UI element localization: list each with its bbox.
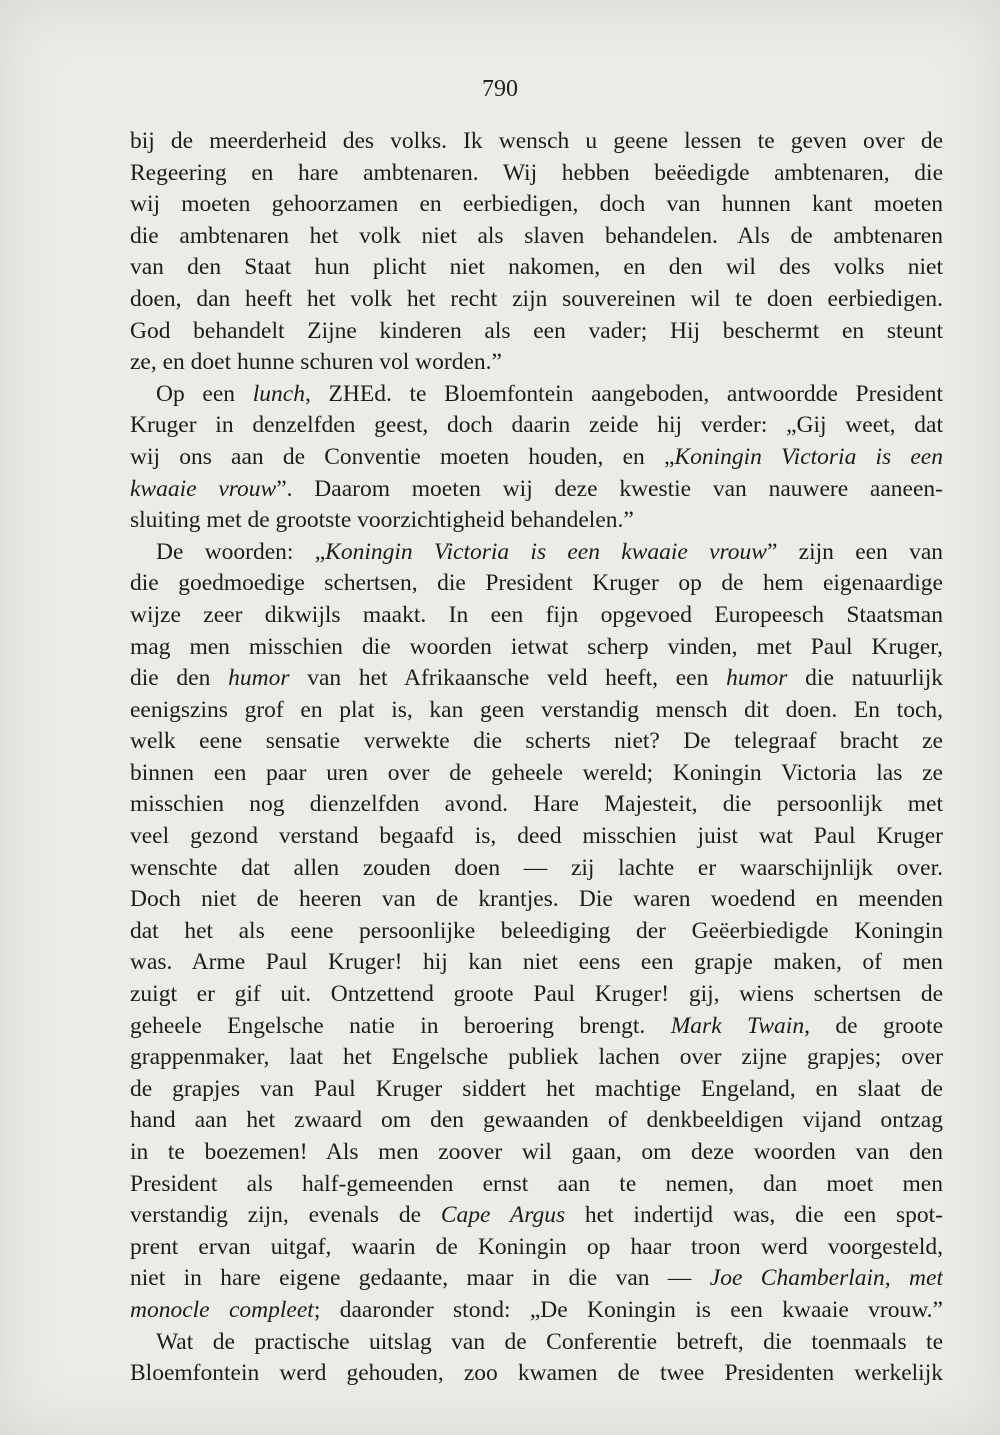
text-line: [130, 537, 943, 569]
text-line: [130, 1011, 943, 1043]
body-text: [130, 126, 943, 1390]
text-line: [130, 1200, 943, 1232]
text-line: wij moeten gehoorzamen en eerbiedigen, doch van hunnen kant moeten: [130, 191, 943, 218]
text-line: wenschte dat allen zouden doen — zij lachte er waarschijnlijk over.: [130, 854, 943, 881]
text-line: [130, 474, 943, 506]
text-segment: , de groote: [804, 1012, 943, 1039]
text-line: sluiting met de grootste voorzichtigheid behandelen.”: [130, 507, 634, 534]
text-line: welk eene sensatie verwekte die scherts niet? De telegraaf bracht ze: [130, 728, 943, 755]
text-line: prent ervan uitgaf, waarin de Koningin op haar troon werd voorgesteld,: [130, 1233, 943, 1260]
text-line: grappenmaker, laat het Engelsche publiek lachen over zijne grapjes; over: [130, 1044, 943, 1071]
text-line: die ambtenaren het volk niet als slaven behandelen. Als de ambtenaren: [130, 222, 943, 249]
page-number: 790: [482, 76, 518, 102]
text-line: bij de meerderheid des volks. Ik wensch u geene lessen te geven over de: [130, 128, 943, 154]
text-line: wijze zeer dikwijls maakt. In een fijn opgevoed Europeesch Staatsman: [130, 601, 943, 628]
text-line: [130, 379, 943, 411]
italic-text: humor: [726, 665, 788, 692]
text-line: mag men misschien die woorden ietwat scherp vinden, met Paul Kruger,: [130, 633, 943, 660]
text-line: dat het als eene persoonlijke beleediging der Geëerbiedigde Koningin: [130, 917, 943, 944]
text-line: Wat de practische uitslag van de Conferentie betreft, die toenmaals te: [156, 1328, 943, 1355]
text-line: misschien nog dienzelfden avond. Hare Majesteit, die persoonlijk met: [130, 791, 943, 818]
text-line: doen, dan heeft het volk het recht zijn souvereinen wil te doen eerbiedigen.: [130, 285, 943, 312]
italic-text: Koningin Victoria is een kwaaie vrouw: [325, 538, 767, 565]
text-line: eenigszins grof en plat is, kan geen verstandig mensch dit doen. En toch,: [130, 696, 943, 723]
text-line: God behandelt Zijne kinderen als een vader; Hij beschermt en steunt: [130, 317, 943, 344]
text-segment: , ZHEd. te Bloemfontein aangeboden, antwoordde President: [304, 380, 943, 407]
text-segment: niet in hare eigene gedaante, maar in die van —: [130, 1265, 710, 1292]
text-segment: wij ons aan de Conventie moeten houden, en „: [130, 443, 675, 470]
text-line: President als half-gemeenden ernst aan te nemen, dan moet men: [130, 1170, 943, 1197]
text-segment: Op een: [156, 380, 253, 407]
italic-text: Koningin Victoria is een: [674, 443, 943, 470]
text-line: die goedmoedige schertsen, die President Kruger op de hem eigenaardige: [130, 570, 943, 597]
text-segment: het indertijd was, die een spot-: [565, 1202, 943, 1229]
italic-text: monocle compleet: [130, 1296, 314, 1323]
text-line: in te boezemen! Als men zoover wil gaan, om deze woorden van den: [130, 1139, 943, 1165]
text-line: Regeering en hare ambtenaren. Wij hebben beëedigde ambtenaren, die: [130, 159, 943, 186]
text-segment: ; daaronder stond: „De Koningin is een kwaaie vrouw.”: [313, 1296, 943, 1323]
text-segment: De woorden: „: [156, 538, 326, 565]
text-line: [130, 663, 943, 695]
text-line: [130, 1295, 943, 1327]
italic-text: lunch: [252, 380, 305, 407]
italic-text: Joe Chamberlain, met: [709, 1265, 943, 1292]
text-line: [130, 442, 943, 474]
italic-text: Mark Twain: [670, 1012, 805, 1039]
text-segment: verstandig zijn, evenals de: [130, 1202, 441, 1229]
text-line: binnen een paar uren over de geheele wereld; Koningin Victoria las ze: [130, 759, 943, 786]
text-segment: van het Afrikaansche veld heeft, een: [289, 665, 727, 692]
text-line: ze, en doet hunne schuren vol worden.”: [130, 349, 502, 376]
italic-text: kwaaie vrouw: [130, 475, 277, 502]
text-line: zuigt er gif uit. Ontzettend groote Paul Kruger! gij, wiens schertsen de: [130, 981, 943, 1008]
italic-text: humor: [228, 665, 290, 692]
text-line: de grapjes van Paul Kruger siddert het machtige Engeland, en slaat de: [130, 1075, 943, 1102]
text-segment: ” zijn een van: [766, 538, 943, 565]
text-line: Doch niet de heeren van de krantjes. Die waren woedend en meenden: [130, 886, 943, 913]
text-segment: die natuurlijk: [787, 665, 943, 692]
text-segment: die den: [130, 665, 229, 692]
italic-text: Cape Argus: [440, 1202, 566, 1229]
text-segment: ”. Daarom moeten wij deze kwestie van nauwere aaneen-: [276, 475, 943, 502]
text-line: was. Arme Paul Kruger! hij kan niet eens een grapje maken, of men: [130, 949, 943, 976]
text-line: [130, 1263, 943, 1295]
text-line: hand aan het zwaard om den gewaanden of denkbeeldigen vijand ontzag: [130, 1107, 943, 1134]
text-segment: geheele Engelsche natie in beroering brengt.: [130, 1012, 671, 1039]
text-line: Bloemfontein werd gehouden, zoo kwamen de twee Presidenten werkelijk: [130, 1360, 943, 1387]
text-line: veel gezond verstand begaafd is, deed misschien juist wat Paul Kruger: [130, 823, 943, 850]
text-line: Kruger in denzelfden geest, doch daarin zeide hij verder: „Gij weet, dat: [130, 412, 943, 439]
text-line: van den Staat hun plicht niet nakomen, en den wil des volks niet: [130, 254, 943, 281]
